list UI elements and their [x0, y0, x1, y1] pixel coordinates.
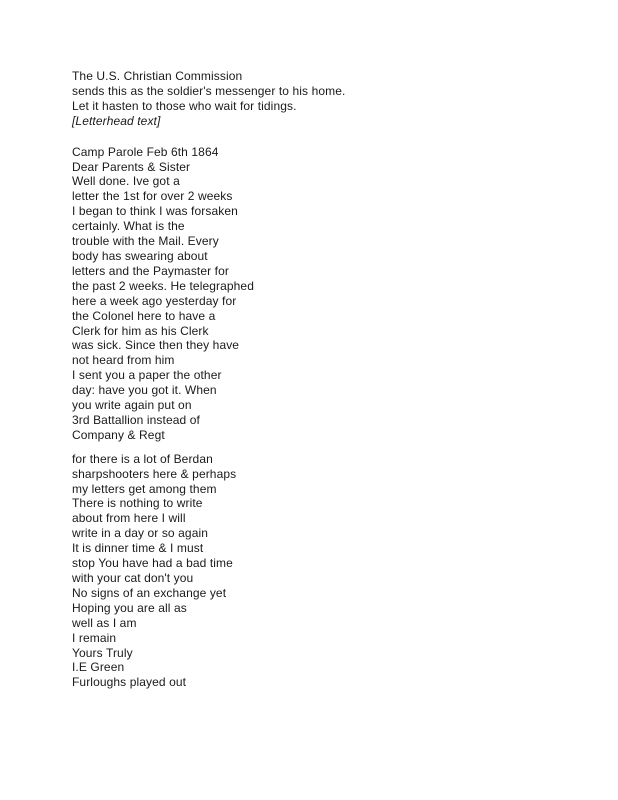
letterhead-line: Let it hasten to those who wait for tidings. [72, 98, 297, 113]
letter-line: write in a day or so again [72, 526, 209, 541]
letter-body-paragraph-2 [72, 452, 578, 691]
letter-line: Dear Parents & Sister [72, 159, 191, 174]
letter-line: body has swearing about [72, 248, 208, 263]
letter-line: my letters get among them [72, 481, 217, 496]
letter-line: trouble with the Mail. Every [72, 234, 219, 249]
letter-line: Hoping you are all as [72, 600, 187, 615]
letter-line: was sick. Since then they have [72, 338, 240, 353]
letter-line: stop You have had a bad time [72, 556, 233, 571]
letter-line: letter the 1st for over 2 weeks [72, 189, 233, 204]
letter-line: certainly. What is the [72, 219, 185, 234]
letter-line: for there is a lot of Berdan [72, 451, 213, 466]
letterhead-line: sends this as the soldier's messenger to his home. [72, 83, 346, 98]
letter-line: with your cat don't you [72, 571, 194, 585]
letter-line: about from here I will [72, 511, 186, 526]
letter-line: Camp Parole Feb 6th 1864 [72, 144, 219, 159]
letter-line: There is nothing to write [72, 496, 203, 511]
letter-line: No signs of an exchange yet [72, 585, 227, 600]
letter-line: well as I am [72, 615, 137, 630]
letter-line: I sent you a paper the other [72, 368, 222, 383]
letter-line: here a week ago yesterday for [72, 293, 237, 308]
letter-line: Clerk for him as his Clerk [72, 323, 209, 338]
letter-line: 3rd Battallion instead of [72, 412, 200, 427]
letter-line: letters and the Paymaster for [72, 263, 229, 278]
letter-line: Company & Regt [72, 427, 165, 442]
letter-line: Well done. Ive got a [72, 174, 180, 189]
letterhead-block [72, 69, 578, 129]
letter-line: the past 2 weeks. He telegraphed [72, 278, 254, 293]
letter-line: you write again put on [72, 398, 192, 413]
letter-line: not heard from him [72, 353, 175, 368]
letter-line: the Colonel here to have a [72, 308, 216, 323]
letter-line: I began to think I was forsaken [72, 204, 238, 219]
letter-line: I.E Green [72, 660, 125, 675]
letter-line: sharpshooters here & perhaps [72, 466, 237, 481]
letter-line: I remain [72, 630, 117, 645]
letter-line: day: have you got it. When [72, 383, 217, 398]
letterhead-line: The U.S. Christian Commission [72, 69, 243, 83]
letter-line: It is dinner time & I must [72, 541, 204, 556]
letter-body-paragraph-1 [72, 145, 578, 443]
letter-line: Yours Truly [72, 645, 133, 660]
letter-line: Furloughs played out [72, 675, 187, 690]
letterhead-note: [Letterhead text] [72, 113, 161, 128]
